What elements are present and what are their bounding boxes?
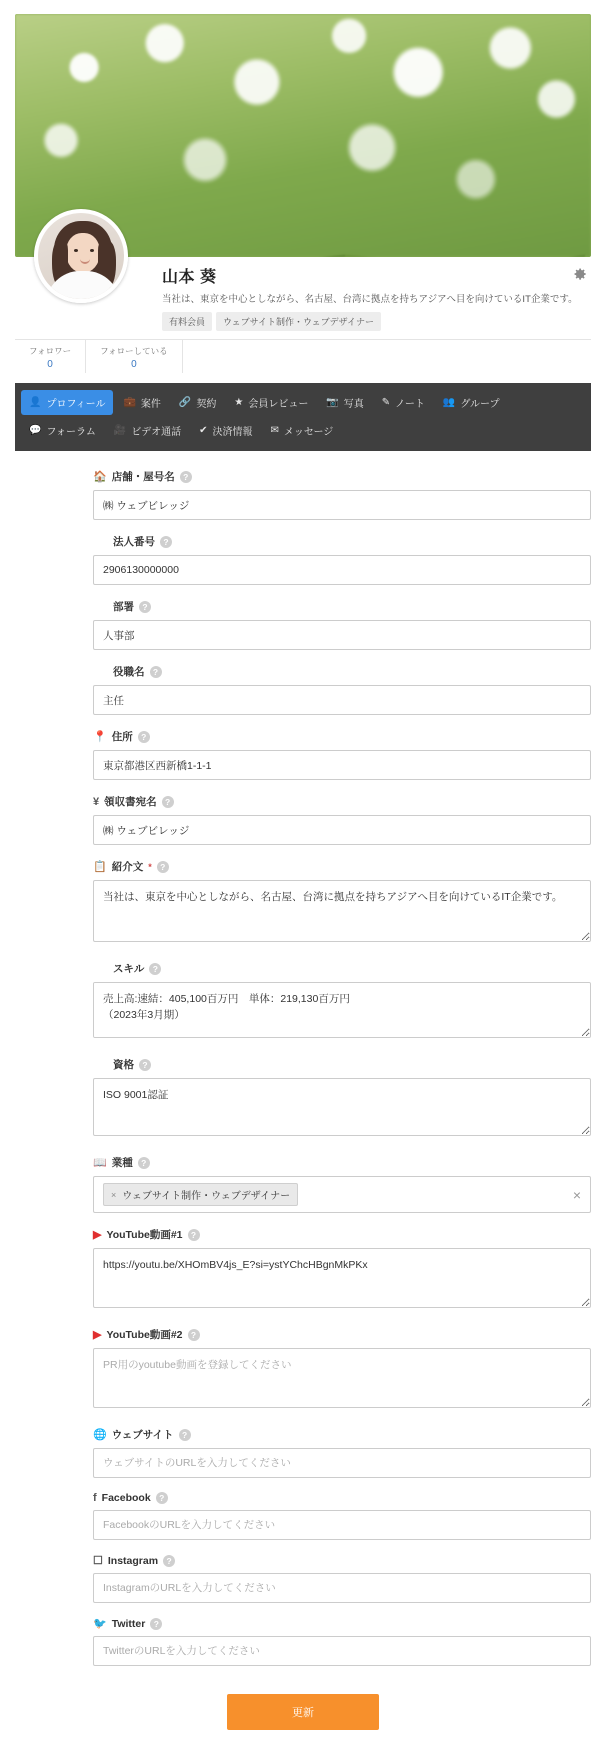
help-icon[interactable]: ?	[163, 1555, 175, 1567]
link-icon: 🔗	[178, 396, 192, 408]
job-title-label: 役職名	[113, 666, 145, 678]
facebook-label: Facebook	[101, 1492, 151, 1504]
field-youtube-1	[15, 1227, 591, 1313]
qualification-textarea[interactable]	[93, 1078, 591, 1136]
instagram-icon: ☐	[93, 1555, 103, 1567]
field-department	[15, 599, 591, 650]
tab-forum-label: フォーラム	[46, 427, 96, 438]
tab-messages-label: メッセージ	[283, 427, 334, 438]
followers-value: 0	[47, 359, 53, 370]
skill-label-row	[113, 961, 591, 976]
twitter-icon: 🐦	[93, 1618, 107, 1630]
help-icon[interactable]: ?	[139, 601, 151, 613]
help-icon[interactable]: ?	[162, 796, 174, 808]
note-icon: ✎	[381, 396, 391, 408]
followers-label: フォロワー	[29, 346, 72, 356]
industry-label-row	[93, 1155, 591, 1170]
instagram-label-row	[93, 1554, 591, 1567]
tab-video-call-label: ビデオ通話	[131, 427, 182, 438]
identity-text	[162, 257, 591, 331]
job-title-input[interactable]	[93, 685, 591, 715]
shop-name-input[interactable]	[93, 490, 591, 520]
tab-projects[interactable]	[115, 390, 168, 415]
video-icon: 🎥	[113, 424, 127, 436]
website-input[interactable]	[93, 1448, 591, 1478]
field-instagram	[15, 1554, 591, 1603]
tab-projects-label: 案件	[140, 399, 161, 410]
job-title-label-row	[113, 664, 591, 679]
instagram-input[interactable]	[93, 1573, 591, 1603]
qualification-label: 資格	[113, 1059, 134, 1071]
twitter-label: Twitter	[111, 1617, 146, 1630]
help-icon[interactable]: ?	[138, 1157, 150, 1169]
website-label-row	[93, 1427, 591, 1442]
introduction-textarea[interactable]	[93, 880, 591, 942]
profile-badges	[162, 312, 591, 331]
close-icon[interactable]: ×	[572, 1186, 581, 1203]
help-icon[interactable]: ?	[157, 861, 169, 873]
corporate-number-label-row	[113, 534, 591, 549]
help-icon[interactable]: ?	[188, 1229, 200, 1241]
status-badge: 有料会員	[162, 312, 212, 331]
corporate-number-input[interactable]	[93, 555, 591, 585]
doc-icon: 📋	[93, 861, 107, 873]
tab-profile[interactable]	[21, 390, 113, 415]
youtube-2-label: YouTube動画#2	[106, 1329, 183, 1341]
field-address	[15, 729, 591, 780]
field-introduction	[15, 859, 591, 947]
help-icon[interactable]: ?	[150, 666, 162, 678]
page-title: 山本 葵	[162, 269, 217, 286]
skill-textarea[interactable]	[93, 982, 591, 1038]
introduction-label: 紹介文	[111, 861, 144, 873]
youtube-2-textarea[interactable]	[93, 1348, 591, 1408]
tab-contracts[interactable]	[171, 390, 224, 415]
industry-label: 業種	[111, 1157, 133, 1169]
receipt-name-input[interactable]	[93, 815, 591, 845]
receipt-name-label-row	[93, 794, 591, 809]
following-counter[interactable]	[86, 340, 183, 373]
facebook-icon: f	[93, 1492, 97, 1504]
help-icon[interactable]: ?	[156, 1492, 168, 1504]
tab-payment-info[interactable]	[191, 418, 260, 443]
industry-chip-label: ウェブサイト制作・ウェブデザイナー	[122, 1191, 291, 1202]
gear-icon[interactable]	[570, 265, 588, 283]
field-twitter	[15, 1617, 591, 1666]
field-shop-name	[15, 469, 591, 520]
department-label-row	[113, 599, 591, 614]
book-icon: 📖	[93, 1157, 107, 1169]
user-icon: 👤	[29, 396, 42, 408]
field-receipt-name	[15, 794, 591, 845]
following-value: 0	[131, 359, 137, 370]
tab-groups[interactable]	[435, 390, 508, 415]
following-label: フォローしている	[100, 346, 168, 356]
avatar-eye-right	[90, 249, 94, 252]
tab-photos[interactable]	[318, 390, 371, 415]
tab-groups-label: グループ	[460, 399, 500, 410]
tab-video-call[interactable]	[106, 418, 189, 443]
submit-section	[15, 1680, 591, 1756]
receipt-name-label: 領収書宛名	[104, 796, 157, 808]
help-icon[interactable]: ?	[179, 1429, 191, 1441]
tab-forum[interactable]	[21, 418, 104, 443]
avatar-eye-left	[74, 249, 78, 252]
profile-description: 当社は、東京を中心としながら、名古屋、台湾に拠点を持ちアジアへ目を向けているIT企業です。	[162, 294, 578, 305]
group-icon: 👥	[442, 396, 456, 408]
profile-tabbar	[15, 383, 591, 451]
facebook-input[interactable]	[93, 1510, 591, 1540]
skill-label: スキル	[113, 963, 145, 975]
tab-notes-label: ノート	[395, 399, 425, 410]
field-job-title	[15, 664, 591, 715]
help-icon[interactable]: ?	[139, 1059, 151, 1071]
help-icon[interactable]: ?	[160, 536, 172, 548]
industry-chip[interactable]	[103, 1183, 298, 1206]
field-industry	[15, 1155, 591, 1213]
shop-name-label-row	[93, 469, 591, 484]
address-input[interactable]	[93, 750, 591, 780]
industry-select[interactable]	[93, 1176, 591, 1213]
mail-icon: ✉	[270, 424, 279, 436]
facebook-label-row	[93, 1492, 591, 1504]
field-youtube-2	[15, 1327, 591, 1413]
tab-payment-info-label: 決済情報	[212, 427, 253, 438]
avatar[interactable]	[34, 209, 128, 303]
check-icon: ✔	[199, 424, 208, 436]
instagram-label: Instagram	[107, 1554, 159, 1567]
tab-member-reviews-label: 会員レビュー	[248, 399, 309, 410]
yen-icon: ¥	[93, 795, 100, 808]
tab-profile-label: プロフィール	[46, 399, 106, 410]
shop-name-label: 店舗・屋号名	[111, 471, 175, 483]
required-marker: *	[148, 861, 152, 872]
pin-icon: 📍	[93, 731, 107, 743]
tab-messages[interactable]	[263, 418, 342, 443]
address-label: 住所	[111, 731, 133, 743]
youtube-icon: ▶	[93, 1229, 102, 1241]
briefcase-icon: 💼	[123, 396, 136, 408]
field-facebook	[15, 1492, 591, 1540]
help-icon[interactable]: ?	[138, 731, 150, 743]
field-qualification	[15, 1057, 591, 1141]
help-icon[interactable]: ?	[180, 471, 192, 483]
tab-contracts-label: 契約	[196, 399, 217, 410]
category-badge: ウェブサイト制作・ウェブデザイナー	[216, 312, 381, 331]
field-website	[15, 1427, 591, 1478]
youtube-2-label-row	[93, 1327, 591, 1342]
twitter-input[interactable]	[93, 1636, 591, 1666]
tab-notes[interactable]	[374, 390, 433, 415]
avatar-face	[66, 233, 100, 273]
department-input[interactable]	[93, 620, 591, 650]
qualification-label-row	[113, 1057, 591, 1072]
youtube-1-label-row	[93, 1227, 591, 1242]
globe-icon: 🌐	[93, 1429, 107, 1441]
tab-photos-label: 写真	[343, 399, 364, 410]
update-button[interactable]: 更新	[227, 1694, 379, 1730]
youtube-icon: ▶	[93, 1329, 102, 1341]
profile-form	[0, 451, 606, 1756]
profile-identity	[0, 257, 606, 329]
help-icon[interactable]: ?	[188, 1329, 200, 1341]
followers-counter[interactable]	[15, 340, 86, 373]
field-skill	[15, 961, 591, 1043]
department-label: 部署	[113, 601, 134, 613]
website-label: ウェブサイト	[111, 1429, 174, 1441]
tab-member-reviews[interactable]	[226, 390, 316, 415]
field-corporate-number	[15, 534, 591, 585]
help-icon[interactable]: ?	[149, 963, 161, 975]
chip-remove-icon[interactable]: ×	[111, 1189, 117, 1200]
photo-icon: 📷	[326, 396, 339, 408]
follow-counters	[15, 339, 591, 373]
twitter-label-row	[93, 1617, 591, 1630]
star-icon: ★	[234, 396, 244, 408]
home-icon: 🏠	[93, 471, 107, 483]
corporate-number-label: 法人番号	[113, 536, 155, 548]
help-icon[interactable]: ?	[150, 1618, 162, 1630]
address-label-row	[93, 729, 591, 744]
chat-icon: 💬	[29, 424, 42, 436]
youtube-1-textarea[interactable]	[93, 1248, 591, 1308]
youtube-1-label: YouTube動画#1	[106, 1229, 183, 1241]
introduction-label-row	[93, 859, 591, 874]
